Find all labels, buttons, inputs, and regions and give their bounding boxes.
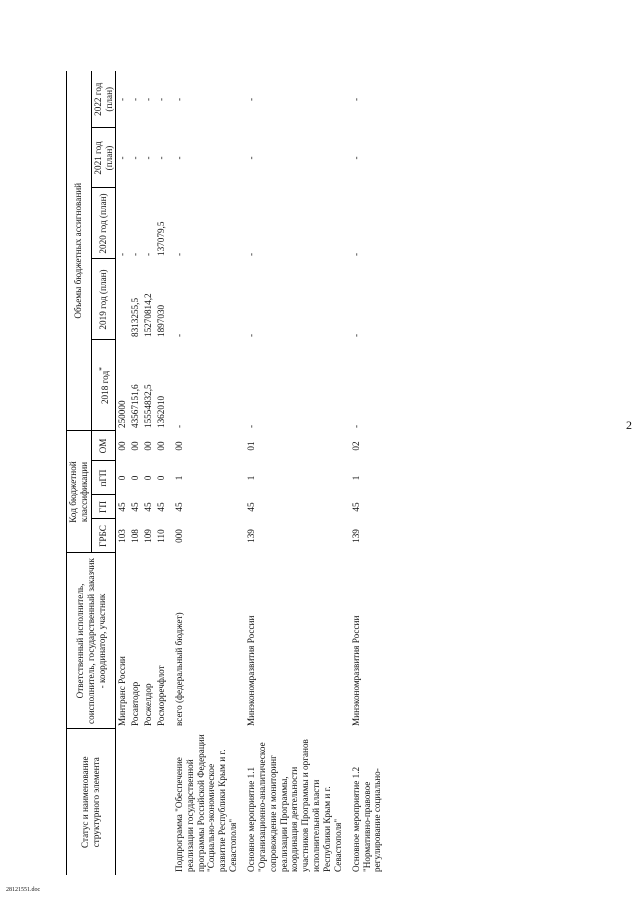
- grbs-cell: 103: [117, 529, 128, 543]
- page-number: 2: [626, 418, 632, 432]
- gp-cell: 45: [143, 502, 154, 512]
- value-2018-cell: 15554832,5: [143, 384, 154, 428]
- om-cell: 00: [173, 441, 184, 451]
- executor-cell: Минтранс России: [117, 656, 128, 726]
- header-volumes: Объемы бюджетных ассигнований: [67, 71, 92, 431]
- pgp-cell: 0: [143, 475, 154, 481]
- header-om: ОМ: [91, 431, 116, 461]
- value-2018-cell: 1362010: [156, 395, 167, 428]
- value-2019-cell: 8313255,5: [130, 297, 141, 337]
- value-2019-cell: 1897030: [156, 304, 167, 337]
- gp-cell: 45: [156, 502, 167, 512]
- value-2019-cell: -: [246, 333, 257, 337]
- value-2019-cell: -: [350, 333, 361, 337]
- value-2020-cell: -: [130, 252, 141, 256]
- pgp-cell: 0: [156, 475, 167, 481]
- header-2021: 2021 год (план): [91, 128, 116, 188]
- value-2021-cell: -: [246, 156, 257, 160]
- om-cell: 01: [246, 441, 257, 451]
- om-cell: 00: [143, 441, 154, 451]
- value-2022-cell: -: [173, 97, 184, 102]
- value-2022-cell: -: [156, 97, 167, 102]
- om-cell: 00: [117, 441, 128, 451]
- gp-cell: 45: [173, 502, 184, 512]
- value-2021-cell: -: [173, 156, 184, 160]
- header-gp: ГП: [91, 495, 116, 519]
- pgp-cell: 1: [350, 475, 361, 481]
- footnote-mark: *: [96, 366, 106, 371]
- value-2020-cell: -: [246, 252, 257, 256]
- header-budget-code: Код бюджетной классификации: [67, 431, 92, 553]
- executor-cell: Росавтодор: [130, 681, 141, 726]
- header-2020: 2020 год (план): [91, 188, 116, 259]
- table-row: [142, 71, 155, 875]
- om-cell: 00: [156, 441, 167, 451]
- value-2018-cell: -: [173, 424, 184, 428]
- value-2020-cell: -: [143, 252, 154, 256]
- grbs-cell: 109: [143, 529, 154, 543]
- table-row: [345, 71, 385, 875]
- gp-cell: 45: [117, 502, 128, 512]
- value-2022-cell: -: [117, 97, 128, 102]
- value-2019-cell: [116, 259, 129, 340]
- executor-cell: Минэкономразвития России: [246, 615, 257, 726]
- value-2022-cell: -: [350, 97, 361, 102]
- budget-table: [66, 71, 384, 875]
- header-grbs: ГРБС: [91, 519, 116, 553]
- table-row: [129, 71, 142, 875]
- value-2021-cell: -: [350, 156, 361, 160]
- rotated-page: [66, 30, 383, 875]
- value-2020-cell: 137079,5: [156, 221, 167, 256]
- header-2018: 2018 год*: [91, 340, 116, 431]
- value-2018-cell: -: [246, 424, 257, 428]
- header-pgp: пГП: [91, 461, 116, 495]
- value-2018-cell: 43567151,6: [130, 384, 141, 428]
- status-cell: Подпрограмма "Обеспечение реализации государственной программы Российской Федерации "Социально-экономическое развитие Республики Крым и г. Севастополя": [173, 734, 239, 872]
- status-cell: [116, 729, 129, 875]
- pgp-cell: 1: [173, 475, 184, 481]
- header-2022: 2022 год (план): [91, 71, 116, 128]
- value-2021-cell: -: [130, 156, 141, 160]
- value-2019-cell: 15270814,2: [143, 293, 154, 337]
- grbs-cell: 108: [130, 529, 141, 543]
- pgp-cell: 0: [130, 475, 141, 481]
- header-status: Статус и наименование структурного элемента: [67, 729, 116, 875]
- pgp-cell: 1: [246, 475, 257, 481]
- executor-cell: Росжелдор: [143, 683, 154, 726]
- gp-cell: 45: [130, 502, 141, 512]
- value-2021-cell: -: [156, 156, 167, 160]
- value-2021-cell: -: [117, 156, 128, 160]
- header-2019: 2019 год (план): [91, 259, 116, 340]
- document-code: 28121551.doc: [6, 887, 41, 893]
- pgp-cell: 0: [117, 475, 128, 481]
- table-row: [155, 71, 168, 875]
- value-2022-cell: -: [130, 97, 141, 102]
- status-cell: [142, 729, 155, 875]
- header-executor: Ответственный исполнитель, соисполнитель, государственный заказчик - координатор, участник: [67, 553, 116, 729]
- executor-cell: всего (федеральный бюджет): [173, 612, 184, 726]
- om-cell: 02: [350, 441, 361, 451]
- executor-cell: Росморречфлот: [156, 665, 167, 726]
- value-2022-cell: -: [246, 97, 257, 102]
- status-cell: [155, 729, 168, 875]
- status-cell: [129, 729, 142, 875]
- grbs-cell: 110: [156, 529, 167, 543]
- grbs-cell: 139: [246, 529, 257, 543]
- om-cell: 00: [130, 441, 141, 451]
- executor-cell: Минэкономразвития России: [350, 615, 361, 726]
- table-row: [116, 71, 129, 875]
- grbs-cell: 139: [350, 529, 361, 543]
- status-cell: Основное мероприятие 1.2 "Нормативно-правовое регулирование социально-: [350, 766, 383, 872]
- value-2021-cell: -: [143, 156, 154, 160]
- value-2020-cell: -: [117, 252, 128, 256]
- value-2019-cell: -: [173, 333, 184, 337]
- status-cell: Основное мероприятие 1.1 "Организационно-аналитическое сопровождение и мониторинг реализации Программы, координация деятельности участников Программы и органов исполнительной власти Республики Крым и г. Севастополя": [246, 739, 343, 872]
- gp-cell: 45: [350, 502, 361, 512]
- value-2020-cell: -: [173, 252, 184, 256]
- value-2018-cell: -: [350, 424, 361, 428]
- value-2022-cell: -: [143, 97, 154, 102]
- table-row: [240, 71, 345, 875]
- gp-cell: 45: [246, 502, 257, 512]
- grbs-cell: 000: [173, 529, 184, 543]
- value-2018-cell: 250000: [117, 400, 128, 428]
- value-2020-cell: -: [350, 252, 361, 256]
- table-row: [168, 71, 240, 875]
